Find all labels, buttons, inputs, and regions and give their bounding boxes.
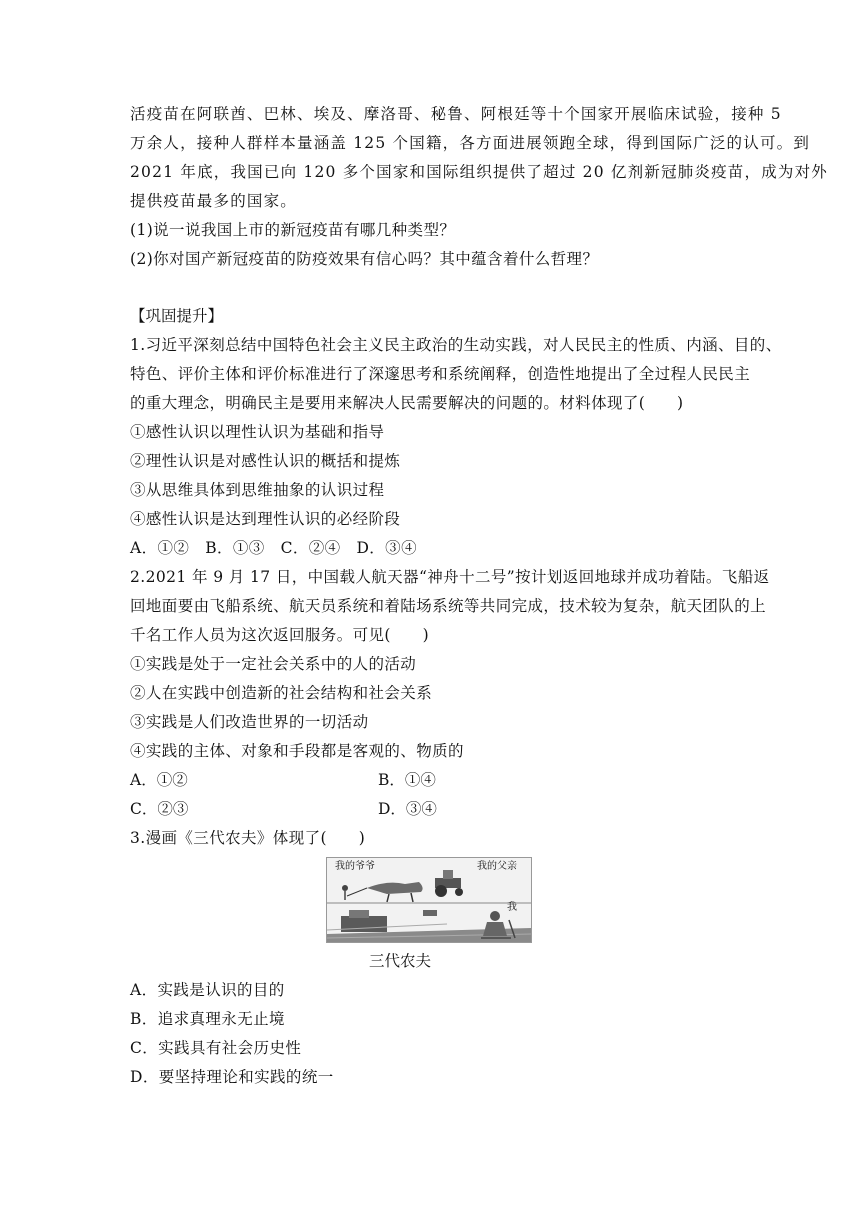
exercise-2 — [130, 563, 770, 824]
statement-item: ④感性认识是达到理性认识的必经阶段 — [130, 510, 401, 528]
exercise-stem-line: 2.2021 年 9 月 17 日，中国载人航天器“神舟十二号”按计划返回地球并成功着陆。飞船返 — [130, 568, 770, 586]
exercise-stem-line: 1.习近平深刻总结中国特色社会主义民主政治的生动实践，对人民民主的性质、内涵、目的、 — [130, 336, 782, 354]
option-c: C．②③ — [130, 800, 189, 818]
statement-item: ②理性认识是对感性认识的概括和提炼 — [130, 452, 401, 470]
question-2-prompt: (2)你对国产新冠疫苗的防疫效果有信心吗？其中蕴含着什么哲理？ — [130, 250, 599, 268]
section-heading: 【巩固提升】 — [130, 307, 224, 325]
text-line: 活疫苗在阿联酋、巴林、埃及、摩洛哥、秘鲁、阿根廷等十个国家开展临床试验，接种 5 — [130, 105, 782, 123]
exercise-stem-line: 千名工作人员为这次返回服务。可见( ) — [130, 626, 430, 644]
text-line: 提供疫苗最多的国家。 — [130, 192, 298, 210]
statement-item: ②人在实践中创造新的社会结构和社会关系 — [130, 684, 433, 702]
option-a: A．实践是认识的目的 — [130, 981, 285, 999]
exercise-1 — [130, 331, 782, 563]
text-line: 万余人，接种人群样本量涵盖 125 个国籍，各方面进展领跑全球，得到国际广泛的认可。到 — [130, 134, 811, 152]
exercise-stem-line: 回地面要由飞船系统、航天员系统和着陆场系统等共同完成，技术较为复杂，航天团队的上 — [130, 597, 767, 615]
statement-item: ④实践的主体、对象和手段都是客观的、物质的 — [130, 742, 464, 760]
option-a: A．①② — [130, 771, 188, 789]
figure-caption: 三代农夫 — [368, 952, 431, 970]
option-c: C．实践具有社会历史性 — [130, 1039, 302, 1057]
option-d: D．③④ — [378, 800, 437, 818]
statement-item: ③实践是人们改造世界的一切活动 — [130, 713, 369, 731]
statement-item: ①感性认识以理性认识为基础和指导 — [130, 423, 385, 441]
answer-options: A．①② B．①③ C．②④ D．③④ — [130, 539, 417, 557]
statement-item: ①实践是处于一定社会关系中的人的活动 — [130, 655, 417, 673]
exercise-stem-line: 3.漫画《三代农夫》体现了( ) — [130, 829, 366, 847]
intro-paragraph — [130, 100, 828, 216]
option-d: D．要坚持理论和实践的统一 — [130, 1068, 334, 1086]
cartoon-figure — [326, 857, 532, 943]
label-father: 我的父亲 — [477, 861, 517, 872]
answer-options-row — [130, 766, 740, 795]
document-page — [130, 100, 828, 1092]
exercise-stem-line: 的重大理念，明确民主是要用来解决人民需要解决的问题的。材料体现了( ) — [130, 394, 684, 412]
statement-item: ③从思维具体到思维抽象的认识过程 — [130, 481, 385, 499]
option-b: B．①④ — [378, 771, 436, 789]
option-b: B．追求真理永无止境 — [130, 1010, 285, 1028]
exercise-stem-line: 特色、评价主体和评价标准进行了深邃思考和系统阐释，创造性地提出了全过程人民民主 — [130, 365, 751, 383]
question-1-prompt: (1)说一说我国上市的新冠疫苗有哪几种类型？ — [130, 221, 456, 239]
answer-options-row — [130, 795, 740, 824]
text-line: 2021 年底，我国已向 120 多个国家和国际组织提供了超过 20 亿剂新冠肺炎疫苗，成为对外 — [130, 163, 828, 181]
exercise-3 — [130, 824, 740, 1092]
label-grandpa: 我的爷爷 — [335, 861, 375, 872]
label-me: 我 — [507, 902, 517, 913]
